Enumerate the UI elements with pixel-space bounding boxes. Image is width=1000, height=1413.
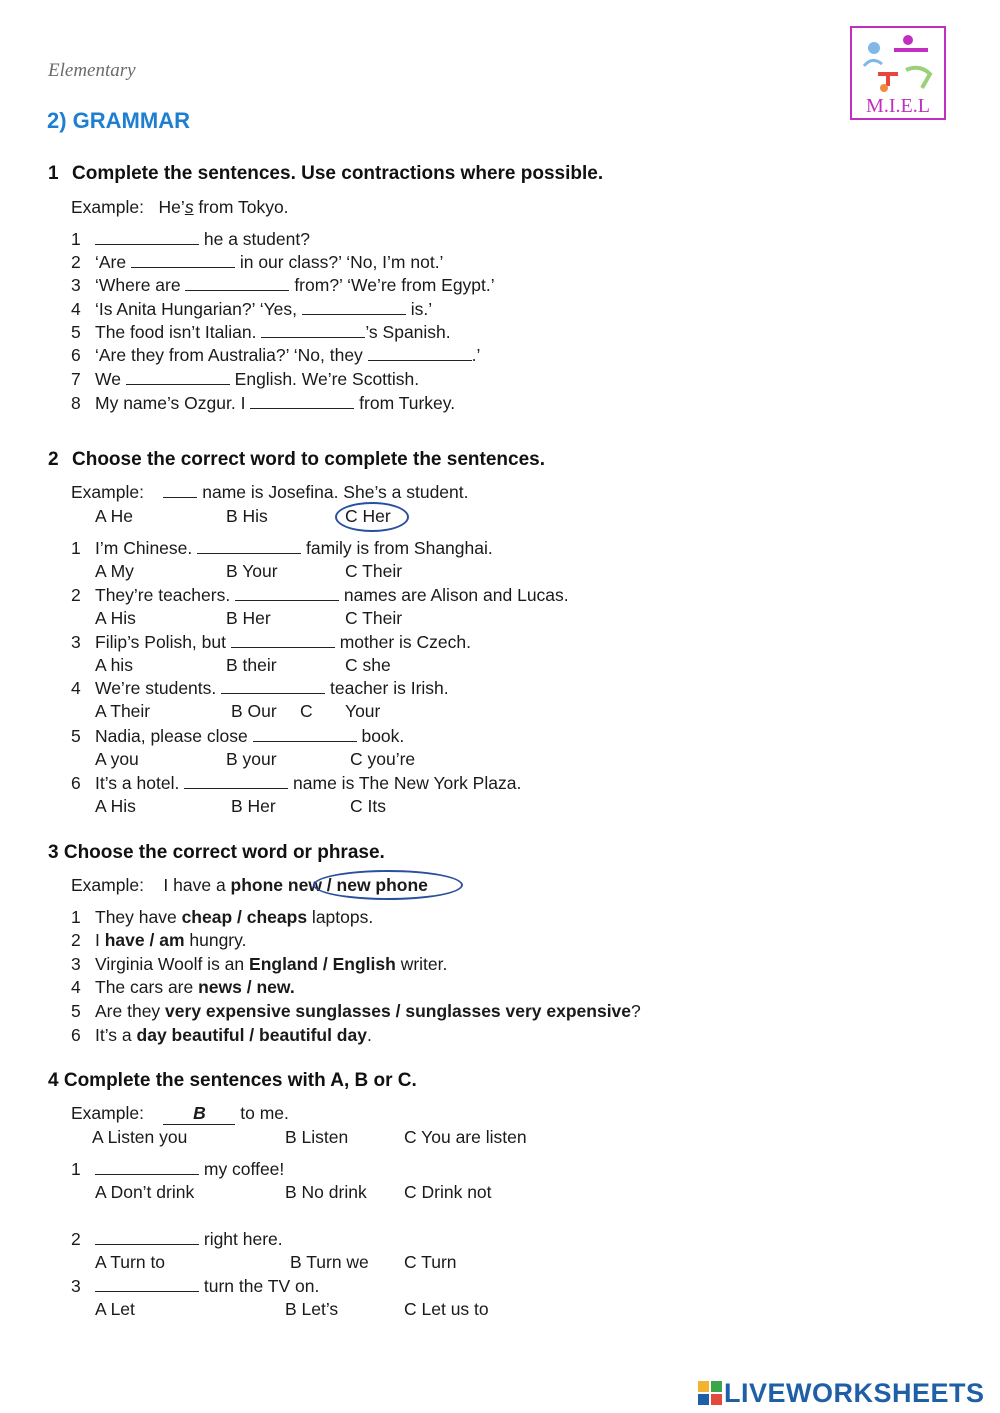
item-choice: cheap / cheaps <box>181 907 308 927</box>
item-number: 5 <box>71 322 81 342</box>
item-text: family is from Shanghai. <box>301 538 493 558</box>
item-number: 4 <box>71 678 81 698</box>
example-label: Example: <box>71 197 144 217</box>
ex4-option: B No drink <box>285 1182 367 1202</box>
ex3-heading: 3 Choose the correct word or phrase. <box>48 842 385 863</box>
item-text: mother is Czech. <box>334 632 472 652</box>
item-text: The cars are <box>95 977 199 997</box>
item-text: laptops. <box>307 907 374 927</box>
answer-blank <box>250 394 354 409</box>
ex2-item <box>71 585 569 606</box>
ex2-option: B Her <box>226 608 271 628</box>
ex2-option: A His <box>95 608 136 628</box>
item-text: We <box>95 369 126 389</box>
example-label: Example: <box>71 1103 144 1123</box>
item-text: ‘Is Anita Hungarian?’ ‘Yes, <box>95 299 302 319</box>
ex4-option: B Turn we <box>290 1252 369 1272</box>
item-text: English. We’re Scottish. <box>229 369 420 389</box>
item-number: 6 <box>71 773 81 793</box>
example-text: I have a <box>163 875 231 895</box>
answer-blank <box>231 633 335 648</box>
answer-circle <box>313 870 463 900</box>
item-number: 3 <box>71 275 81 295</box>
ex2-option: C Their <box>345 608 403 628</box>
item-text: They’re teachers. <box>95 585 236 605</box>
ex1-item <box>71 393 455 414</box>
answer-blank <box>235 586 339 601</box>
item-number: 2 <box>71 585 81 605</box>
ex4-option: A Let <box>95 1299 135 1319</box>
answer-blank <box>95 1230 199 1245</box>
item-text: ‘Are <box>95 252 131 272</box>
item-text: turn the TV on. <box>199 1276 320 1296</box>
ex4-option: C Let us to <box>404 1299 489 1319</box>
ex4-item <box>71 1276 319 1297</box>
ex3-item <box>71 907 373 928</box>
item-text: It’s a hotel. <box>95 773 185 793</box>
answer-blank <box>95 1277 199 1292</box>
ex2-option: B your <box>226 749 277 769</box>
example-label: Example: <box>71 482 144 502</box>
item-number: 1 <box>71 1159 81 1179</box>
item-choice: news / new. <box>198 977 295 997</box>
ex2-option: C <box>300 701 313 721</box>
ex4-item <box>71 1159 284 1180</box>
ex1-heading <box>48 163 603 185</box>
item-text: my coffee! <box>199 1159 285 1179</box>
item-number: 6 <box>71 1025 81 1045</box>
item-number: 8 <box>71 393 81 413</box>
ex2-item <box>71 726 404 747</box>
ex2-option: A you <box>95 749 139 769</box>
ex4-example-option: A Listen you <box>92 1127 188 1147</box>
ex2-option: B Our <box>231 701 277 721</box>
miel-logo <box>850 26 946 120</box>
ex3-item <box>71 1001 641 1022</box>
ex4-example-option: C You are listen <box>404 1127 527 1147</box>
ex2-option: B their <box>226 655 277 675</box>
item-text: names are Alison and Lucas. <box>339 585 569 605</box>
answer-blank <box>253 727 357 742</box>
item-number: 1 <box>71 907 81 927</box>
item-text: book. <box>356 726 405 746</box>
answer-blank <box>197 539 301 554</box>
ex1-item <box>71 369 419 390</box>
logo-graphic <box>850 26 946 120</box>
ex2-option: B Your <box>226 561 278 581</box>
item-number: 4 <box>71 299 81 319</box>
item-text: . <box>366 1025 372 1045</box>
ex1-instruction: Complete the sentences. Use contractions where possible. <box>72 163 604 184</box>
item-number: 2 <box>71 1229 81 1249</box>
ex4-option: A Turn to <box>95 1252 166 1272</box>
answer-blank <box>221 679 325 694</box>
section-title: 2) GRAMMAR <box>47 108 190 133</box>
ex4-option: C Turn <box>404 1252 457 1272</box>
ex2-example <box>71 482 469 503</box>
item-number: 3 <box>71 632 81 652</box>
item-text: ‘Are they from Australia?’ ‘No, they <box>95 345 368 365</box>
ex1-item <box>71 229 310 250</box>
example-text: to me. <box>235 1103 289 1123</box>
item-text: name is The New York Plaza. <box>288 773 522 793</box>
answer-blank <box>95 1160 199 1175</box>
item-text: right here. <box>199 1229 283 1249</box>
item-text: ? <box>631 1001 641 1021</box>
ex2-option: B Her <box>231 796 276 816</box>
ex4-option: B Let’s <box>285 1299 339 1319</box>
example-choice: phone new / new phone <box>230 875 428 895</box>
item-number: 7 <box>71 369 81 389</box>
item-text: It’s a <box>95 1025 137 1045</box>
item-number: 5 <box>71 1001 81 1021</box>
ex1-item <box>71 322 451 343</box>
ex1-example <box>71 197 289 218</box>
item-text: in our class?’ ‘No, I’m not.’ <box>234 252 444 272</box>
example-blank <box>163 483 197 498</box>
item-text: We’re students. <box>95 678 222 698</box>
ex2-option: C she <box>345 655 391 675</box>
answer-blank <box>261 323 365 338</box>
ex3-item <box>71 954 447 975</box>
example-text: name is Josefina. She’s a student. <box>197 482 469 502</box>
item-choice: England / English <box>249 954 396 974</box>
item-text: teacher is Irish. <box>325 678 449 698</box>
item-text: Nadia, please close <box>95 726 253 746</box>
answer-blank <box>131 253 235 268</box>
answer-blank <box>368 346 472 361</box>
ex4-item <box>71 1229 283 1250</box>
answer-blank <box>185 276 289 291</box>
item-number: 1 <box>71 538 81 558</box>
ex2-option: C Their <box>345 561 403 581</box>
answer-blank <box>126 370 230 385</box>
item-number: 2 <box>71 252 81 272</box>
ex4-option: C Drink not <box>404 1182 492 1202</box>
ex2-item <box>71 773 521 794</box>
item-number: 6 <box>71 345 81 365</box>
item-text: hungry. <box>184 930 247 950</box>
ex2-item <box>71 632 471 653</box>
answer-blank <box>302 300 406 315</box>
item-text: Virginia Woolf is an <box>95 954 250 974</box>
ex2-item <box>71 538 493 559</box>
ex2-option: Your <box>345 701 381 721</box>
item-text: .’ <box>471 345 481 365</box>
ex3-item <box>71 977 295 998</box>
example-text: from Tokyo. <box>193 197 289 217</box>
example-answer: s <box>184 197 194 217</box>
item-text: from Turkey. <box>354 393 456 413</box>
answer-circle <box>335 502 409 532</box>
item-text: My name’s Ozgur. I <box>95 393 251 413</box>
ex1-number: 1 <box>48 163 59 184</box>
ex2-example-option: B His <box>226 506 268 526</box>
ex1-item <box>71 299 432 320</box>
ex3-item <box>71 1025 372 1046</box>
ex2-number: 2 <box>48 449 59 470</box>
ex2-option: A Their <box>95 701 151 721</box>
item-choice: have / am <box>104 930 185 950</box>
ex2-option: A My <box>95 561 134 581</box>
item-text: writer. <box>395 954 448 974</box>
answer-blank <box>95 230 199 245</box>
item-text: ‘Where are <box>95 275 186 295</box>
ex4-example <box>71 1103 289 1125</box>
footer-brand: LIVEWORKSHEETS <box>724 1378 985 1408</box>
liveworksheets-footer <box>698 1378 985 1409</box>
ex3-item <box>71 930 246 951</box>
level-label: Elementary <box>48 60 136 81</box>
item-text: I’m Chinese. <box>95 538 198 558</box>
ex2-instruction: Choose the correct word to complete the sentences. <box>72 449 545 470</box>
item-text: Filip’s Polish, but <box>95 632 231 652</box>
ex1-item <box>71 275 495 296</box>
item-text: They have <box>95 907 182 927</box>
item-text: ’s Spanish. <box>365 322 451 342</box>
item-number: 2 <box>71 930 81 950</box>
item-text: The food isn’t Italian. <box>95 322 262 342</box>
item-text: Are they <box>95 1001 166 1021</box>
example-label: Example: <box>71 875 144 895</box>
ex1-item <box>71 252 443 273</box>
ex2-option: C you’re <box>350 749 416 769</box>
item-number: 1 <box>71 229 81 249</box>
ex2-heading <box>48 449 545 471</box>
ex2-example-option: C Her <box>345 506 391 526</box>
item-text: is.’ <box>405 299 433 319</box>
item-text: I <box>95 930 105 950</box>
item-text: from?’ ‘We’re from Egypt.’ <box>289 275 495 295</box>
ex4-heading: 4 Complete the sentences with A, B or C. <box>48 1070 417 1091</box>
item-text: he a student? <box>199 229 310 249</box>
ex4-option: A Don’t drink <box>95 1182 195 1202</box>
item-number: 4 <box>71 977 81 997</box>
ex2-item <box>71 678 449 699</box>
ex2-option: A his <box>95 655 133 675</box>
liveworksheets-icon <box>698 1381 724 1405</box>
logo-text: M.I.E.L <box>866 95 930 117</box>
answer-blank <box>184 774 288 789</box>
ex2-option: A His <box>95 796 136 816</box>
item-number: 3 <box>71 954 81 974</box>
item-choice: very expensive sunglasses / sunglasses very expensive <box>165 1001 632 1021</box>
ex2-option: C Its <box>350 796 386 816</box>
item-number: 3 <box>71 1276 81 1296</box>
item-number: 5 <box>71 726 81 746</box>
item-choice: day beautiful / beautiful day <box>136 1025 367 1045</box>
ex1-item <box>71 345 480 366</box>
example-text: He’ <box>158 197 185 217</box>
example-answer: B <box>163 1103 235 1125</box>
ex4-example-option: B Listen <box>285 1127 349 1147</box>
ex2-example-option: A He <box>95 506 133 526</box>
